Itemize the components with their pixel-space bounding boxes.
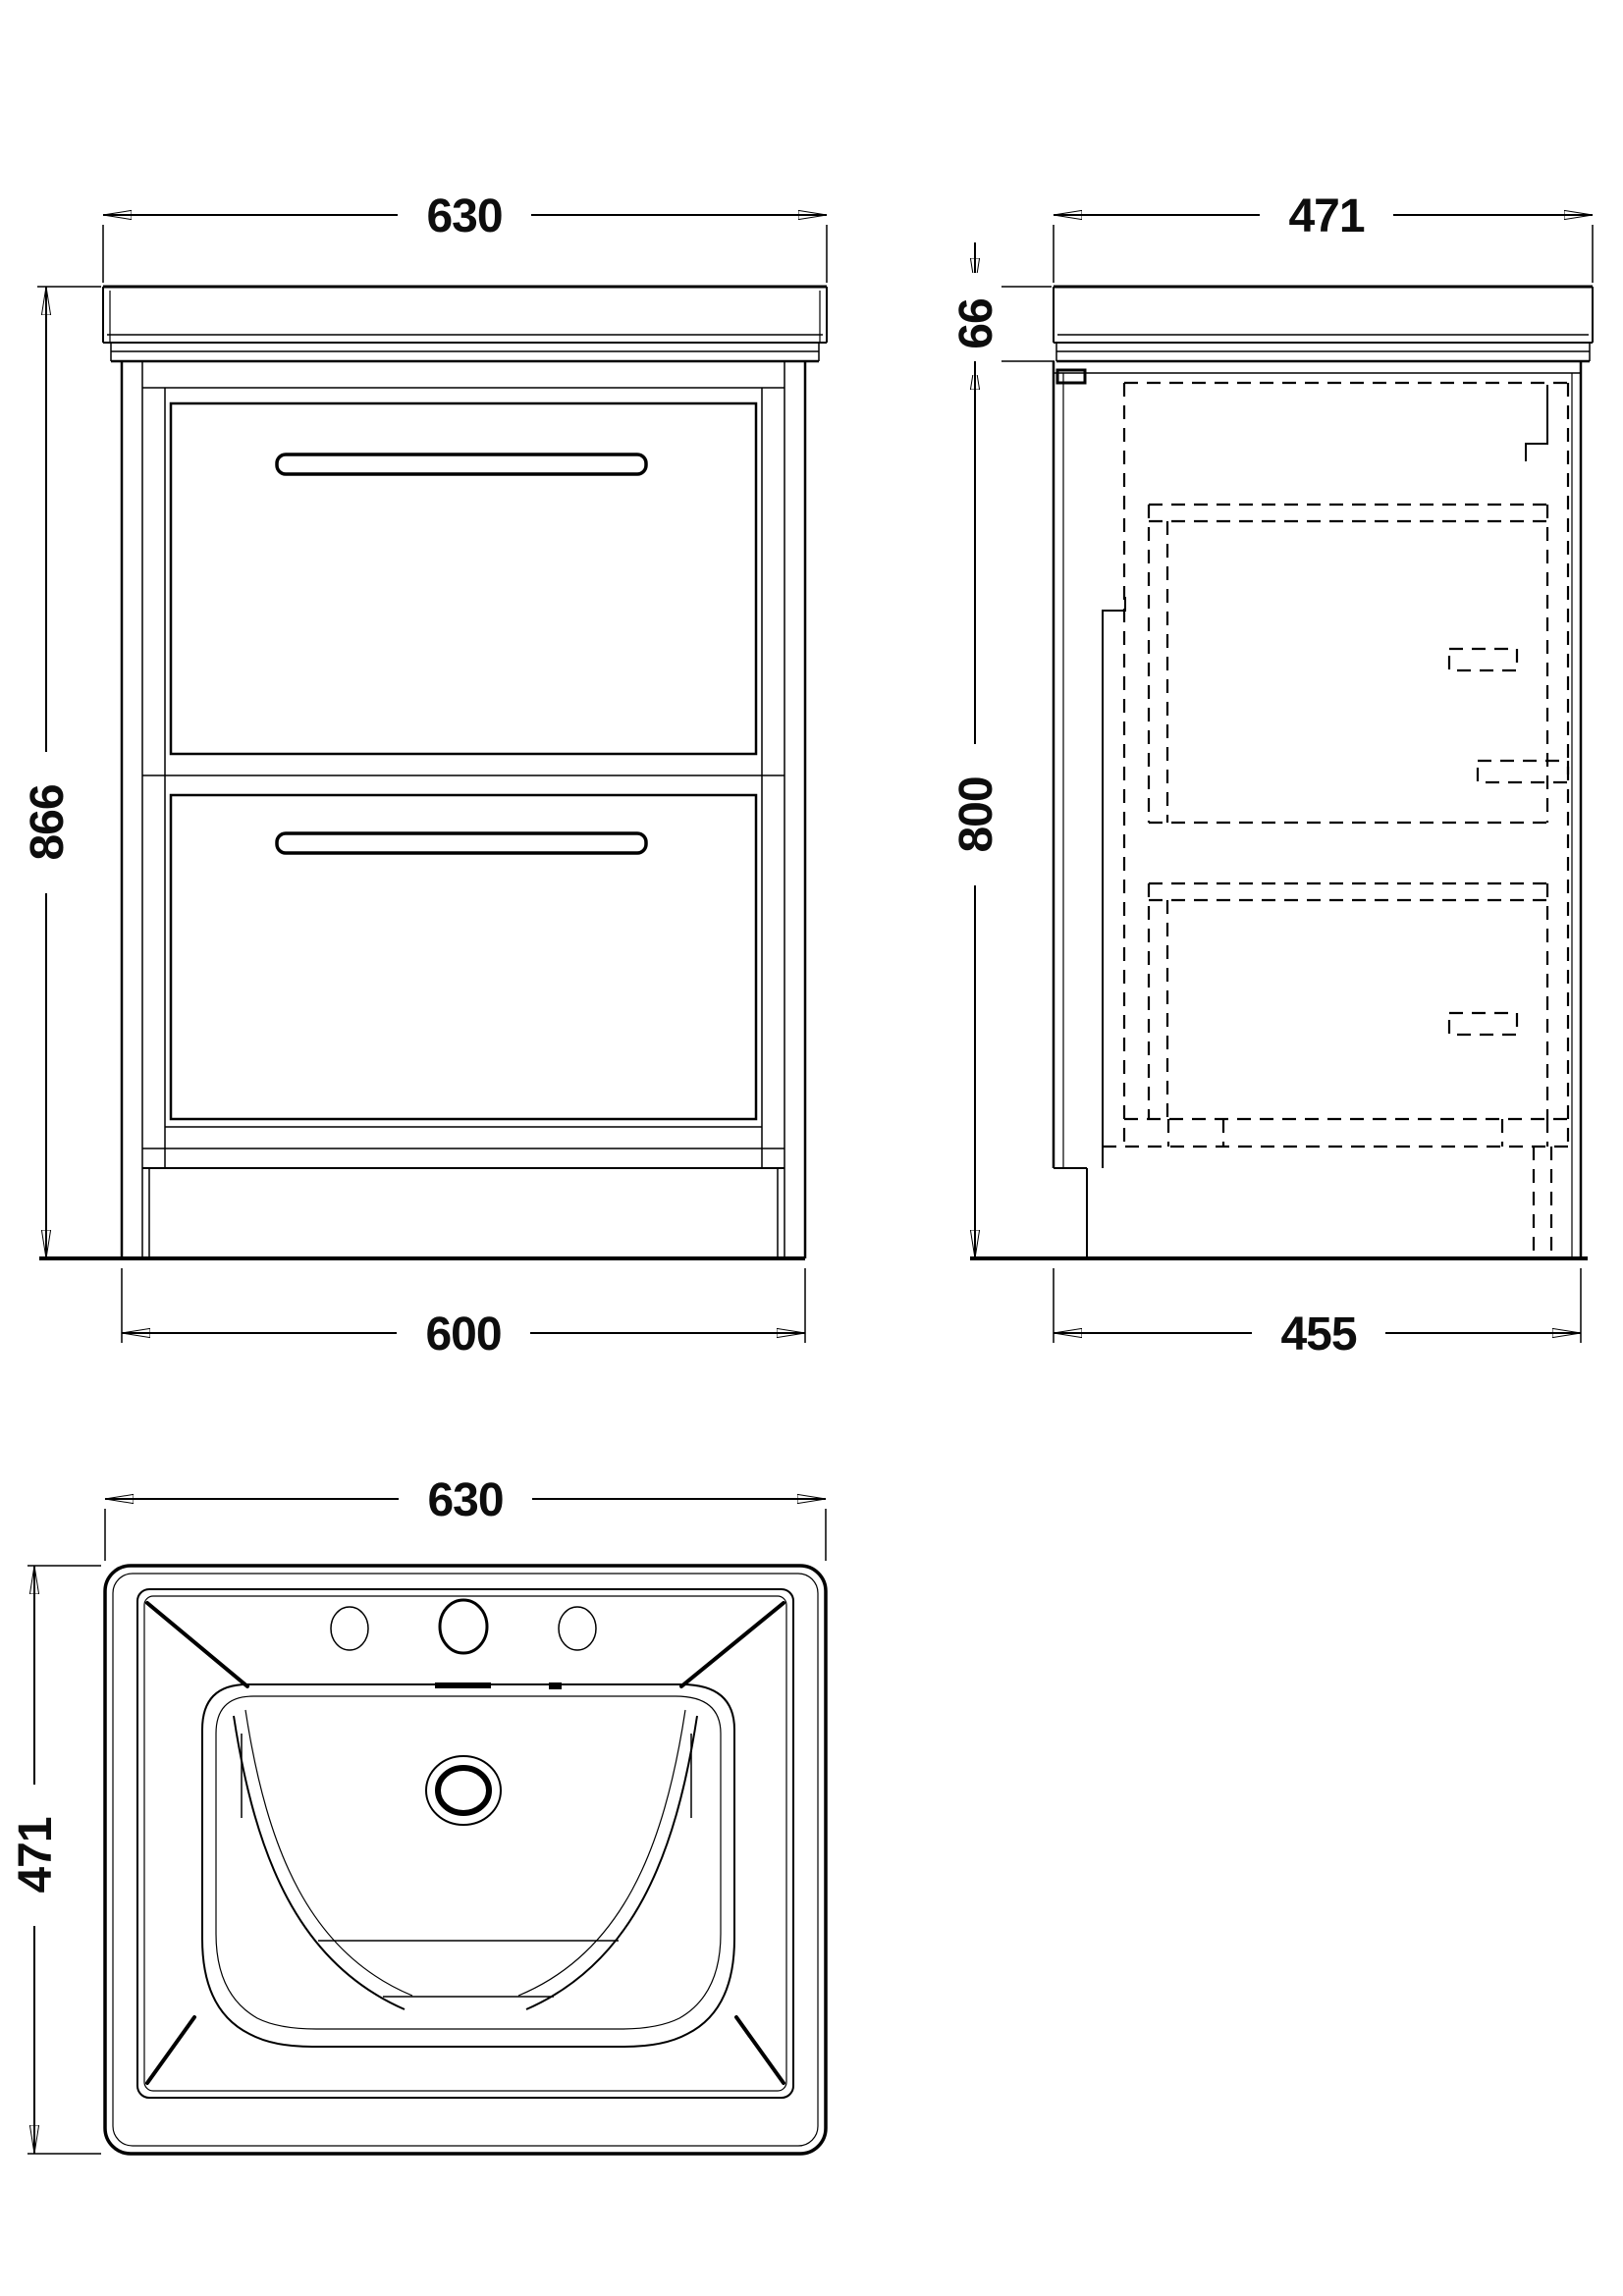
drawer-runner-2 [1449, 1013, 1517, 1035]
basin-view [8, 1472, 826, 2154]
hidden-drawer-box-2 [1149, 883, 1547, 1119]
front-cabinet [122, 361, 805, 1258]
front-drawer-2 [171, 795, 756, 1119]
side-view [948, 188, 1593, 1361]
side-worktop [1054, 287, 1593, 361]
front-width-dim-label: 630 [426, 189, 503, 242]
side-cabinet [970, 361, 1588, 1258]
front-bottom-width-dim-label: 600 [425, 1308, 502, 1361]
basin-bowl [202, 1684, 734, 2047]
drawer-2-handle [277, 833, 646, 853]
side-inner-step-back [1526, 385, 1547, 461]
front-plinth [39, 1127, 805, 1258]
hidden-drawer-box-1 [1149, 505, 1547, 823]
side-dim-cabinet-height [948, 361, 1002, 1258]
basin-depth-dim-label: 471 [9, 1817, 62, 1894]
cabinet-height-dim-label: 800 [949, 776, 1002, 853]
side-depth-dim-label: 471 [1288, 189, 1365, 242]
basin-width-dim-label: 630 [427, 1473, 504, 1526]
front-height-dim-label: 866 [21, 784, 74, 861]
tap-hole-center [440, 1600, 487, 1653]
basin-corner-chamfers [147, 1603, 784, 2083]
front-dim-top-width [103, 188, 827, 283]
waste-hole-inner [438, 1768, 489, 1813]
front-drawer-1 [171, 403, 756, 754]
front-dim-height [20, 287, 101, 1258]
side-dim-bottom-depth [1054, 1268, 1581, 1361]
side-hidden-lines [1103, 383, 1572, 1256]
basin-rim [137, 1589, 793, 2098]
basin-rim-inner-line [144, 1596, 786, 2091]
side-dim-top-depth [1054, 188, 1593, 283]
side-bottom-depth-dim-label: 455 [1280, 1308, 1357, 1361]
front-worktop [103, 287, 827, 361]
tap-deck [331, 1600, 596, 1689]
front-dim-bottom-width [122, 1268, 805, 1361]
worktop-fixing-clip [1057, 370, 1085, 383]
side-dim-worktop-height [948, 242, 1055, 407]
front-view [20, 188, 827, 1361]
drawer-1-handle [277, 454, 646, 474]
tap-hole-left [331, 1607, 368, 1650]
tap-hole-right [559, 1607, 596, 1650]
worktop-height-dim-label: 66 [949, 298, 1002, 349]
drawer-runner-1 [1449, 649, 1517, 670]
basin-dim-depth [8, 1566, 101, 2154]
basin-dim-width [105, 1472, 826, 1561]
side-inner-step-front [1103, 597, 1125, 1168]
runner-bracket [1478, 761, 1568, 782]
